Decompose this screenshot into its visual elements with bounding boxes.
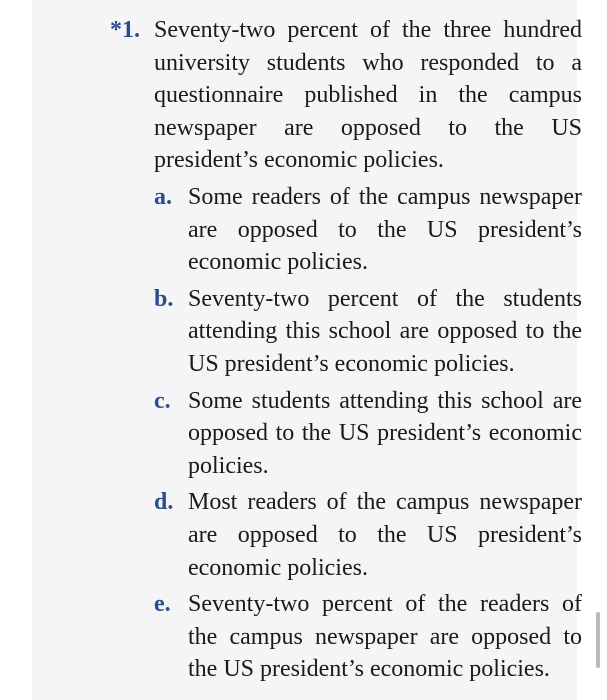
option-text: Seventy-two percent of the readers of the campus newspaper are opposed to the US president’s economic policies. <box>188 591 582 683</box>
option-text: Seventy-two percent of the students attending this school are opposed to the US president’s economic policies. <box>188 285 582 377</box>
answer-options <box>110 181 582 686</box>
option-text: Some students attending this school are opposed to the US president’s economic policies. <box>188 387 582 479</box>
option-c <box>110 385 582 483</box>
question-stem <box>110 14 582 177</box>
option-letter: a. <box>154 183 172 210</box>
option-a <box>110 181 582 279</box>
option-letter: b. <box>154 285 174 312</box>
question-number: *1. <box>110 17 140 43</box>
option-b <box>110 283 582 381</box>
option-letter: e. <box>154 591 171 618</box>
option-d <box>110 486 582 584</box>
option-e <box>110 588 582 686</box>
scroll-indicator[interactable] <box>596 612 600 668</box>
option-text: Some readers of the campus newspaper are opposed to the US president’s economic policies. <box>188 183 582 276</box>
option-letter: d. <box>154 489 174 516</box>
option-letter: c. <box>154 387 171 414</box>
document-page <box>32 0 582 700</box>
exercise-question <box>110 14 582 690</box>
question-text: Seventy-two percent of the three hundred university students who responded to a questionnaire published in the campus newspaper are opposed to the US president’s economic policies. <box>154 17 582 174</box>
option-text: Most readers of the campus newspaper are opposed to the US president’s economic policies. <box>188 489 582 581</box>
